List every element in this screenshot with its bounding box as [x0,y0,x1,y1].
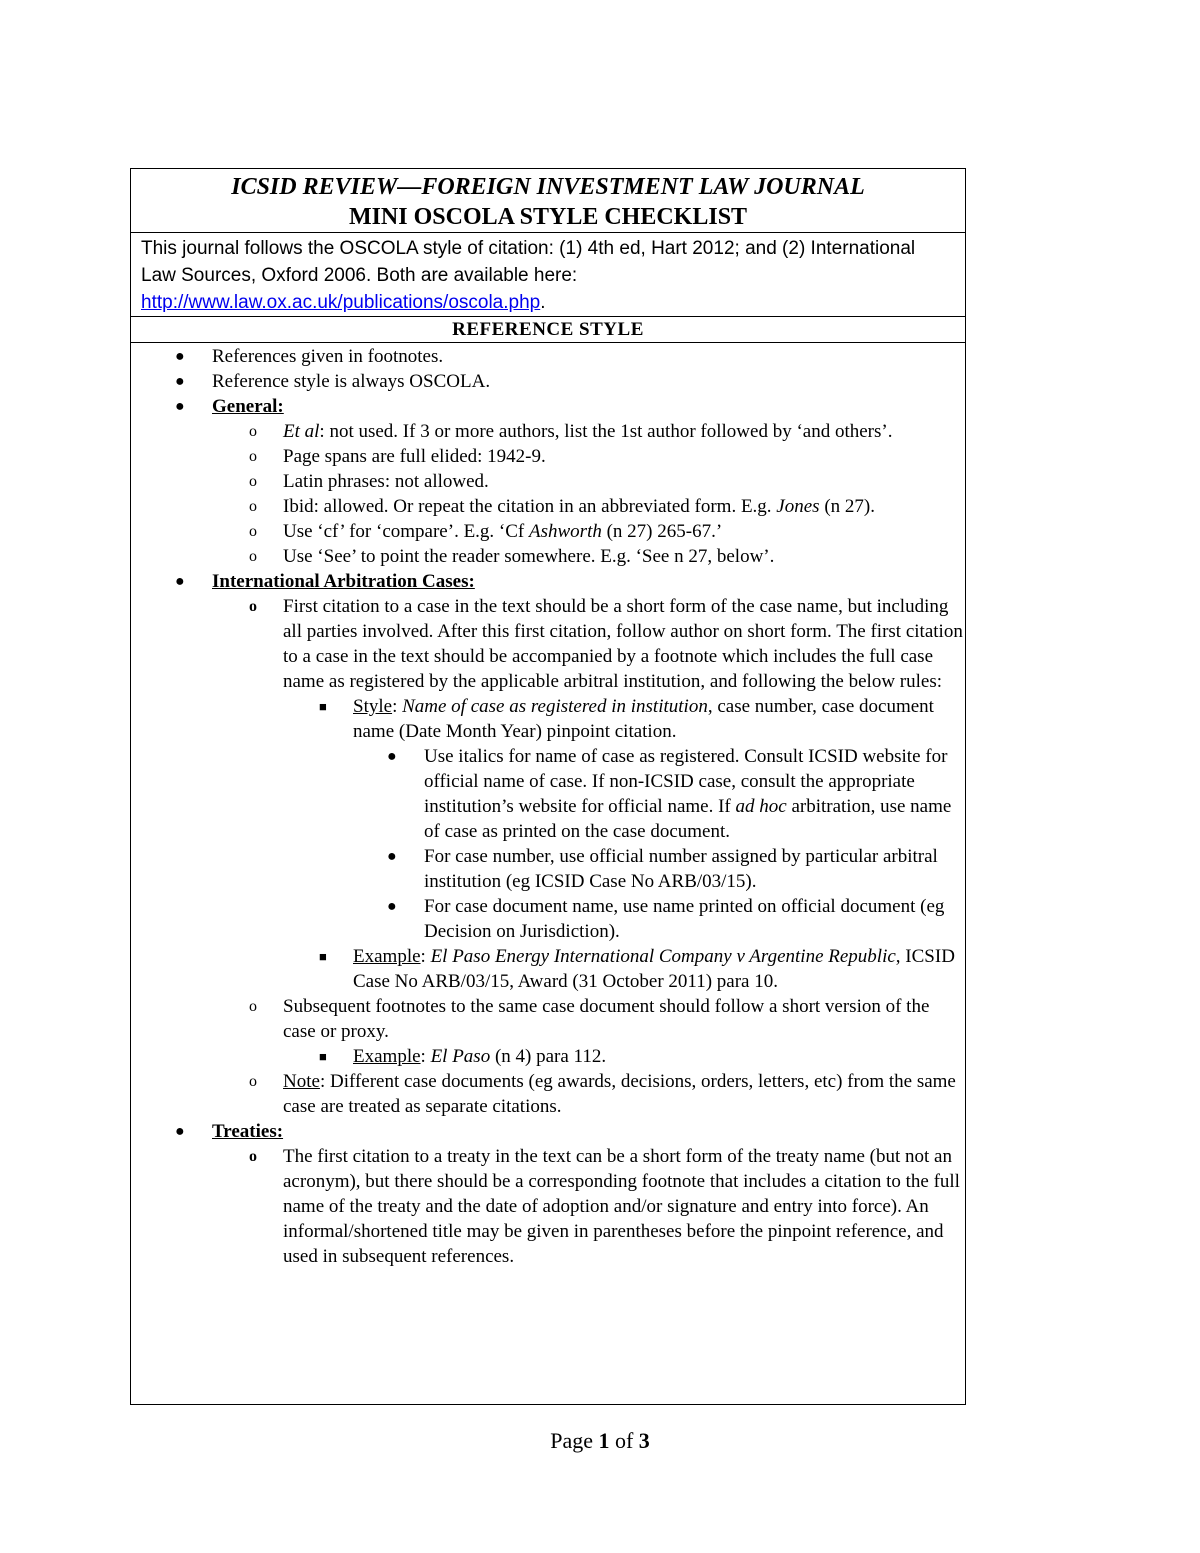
title-cell [131,169,965,233]
list-item: o Page spans are full elided: 1942-9. [249,446,546,467]
list-item: o The first citation to a treaty in the text can be a short form of the treaty name (but not an acronym), but there should be a corresponding footnote that includes a citation to the full name of the treaty and the date of adoption and/or signature and entry into force). An informal/shortened title may be given in parentheses before the pinpoint reference, and used in subsequent references. [249,1146,960,1267]
circle-bullet-icon: o [249,498,257,515]
page-number: Page 1 of 3 [550,1428,650,1453]
list-item: o Use ‘cf’ for ‘compare’. E.g. ‘Cf Ashworth (n 27) 265-67.’ [249,521,723,542]
circle-bullet-icon: o [249,1148,257,1165]
square-bullet-icon: ■ [319,1049,327,1064]
treaties-heading: ● Treaties: [175,1121,284,1142]
list-item: o Note: Different case documents (eg awards, decisions, orders, letters, etc) from the same case are treated as separate citations. [249,1071,956,1117]
checklist-table [130,168,966,1405]
list-item: ■ Example: El Paso (n 4) para 112. [319,1046,607,1067]
circle-bullet-icon: o [249,448,257,465]
bullet-icon: ● [175,1123,185,1140]
list-item: ● For case number, use official number assigned by particular arbitral institution (eg ICSID Case No ARB/03/15). [387,846,938,892]
square-bullet-icon: ■ [319,699,327,714]
list-item: o Latin phrases: not allowed. [249,471,489,492]
checklist-title: MINI OSCOLA STYLE CHECKLIST [348,204,748,230]
circle-bullet-icon: o [249,523,257,540]
arbitration-heading: ● International Arbitration Cases: [175,571,475,592]
circle-bullet-icon: o [249,473,257,490]
bullet-icon: ● [175,573,185,590]
intro-cell [131,233,965,317]
list-item: o Subsequent footnotes to the same case document should follow a short version of the case or proxy. [249,996,930,1042]
square-bullet-icon: ■ [319,949,327,964]
list-item: ● Reference style is always OSCOLA. [175,371,491,392]
intro-text: This journal follows the OSCOLA style of citation: (1) 4th ed, Hart 2012; and (2) International Law Sources, Oxford 2006. Both are available here: [141,238,916,286]
bullet-icon: ● [175,398,185,415]
general-heading: ● General: [175,396,284,417]
list-item: ● For case document name, use name printed on official document (eg Decision on Jurisdiction). [387,896,945,942]
circle-bullet-icon: o [249,548,257,565]
list-item: ● Use italics for name of case as registered. Consult ICSID website for official name of case. If non-ICSID case, consult the appropriate institution’s website for official name. If ad hoc arbitration, use name of case as printed on the case document. [387,746,952,842]
list-item: ■ Example: El Paso Energy International Company v Argentine Republic, ICSID Case No ARB/03/15, Award (31 October 2011) para 10. [319,946,955,992]
list-item: o Ibid: allowed. Or repeat the citation in an abbreviated form. E.g. Jones (n 27). [249,496,875,517]
list-item: ■ Style: Name of case as registered in institution, case number, case document name (Date Month Year) pinpoint citation. [319,696,934,742]
circle-bullet-icon: o [249,423,257,440]
bullet-icon: ● [175,373,185,390]
oscola-link[interactable]: http://www.law.ox.ac.uk/publications/oscola.php [141,292,541,313]
list-item: o Et al: not used. If 3 or more authors, list the 1st author followed by ‘and others’. [249,421,893,442]
list-item: o Use ‘See’ to point the reader somewhere. E.g. ‘See n 27, below’. [249,546,775,567]
journal-title: ICSID REVIEW—FOREIGN INVESTMENT LAW JOURNAL [231,174,865,200]
list-item: o First citation to a case in the text should be a short form of the case name, but including all parties involved. After this first citation, follow author on short form. The first citation to a case in the text should be accompanied by a footnote which includes the full case name as registered by the applicable arbitral institution, and following the below rules: [249,596,963,692]
circle-bullet-icon: o [249,598,257,615]
section-heading: REFERENCE STYLE [131,317,965,343]
list-item: ● References given in footnotes. [175,346,444,367]
link-period: . [540,292,546,313]
bullet-icon: ● [387,848,397,865]
circle-bullet-icon: o [249,1073,257,1090]
bullet-icon: ● [387,898,397,915]
circle-bullet-icon: o [249,998,257,1015]
bullet-icon: ● [175,348,185,365]
reference-list [131,343,965,1269]
bullet-icon: ● [387,748,397,765]
